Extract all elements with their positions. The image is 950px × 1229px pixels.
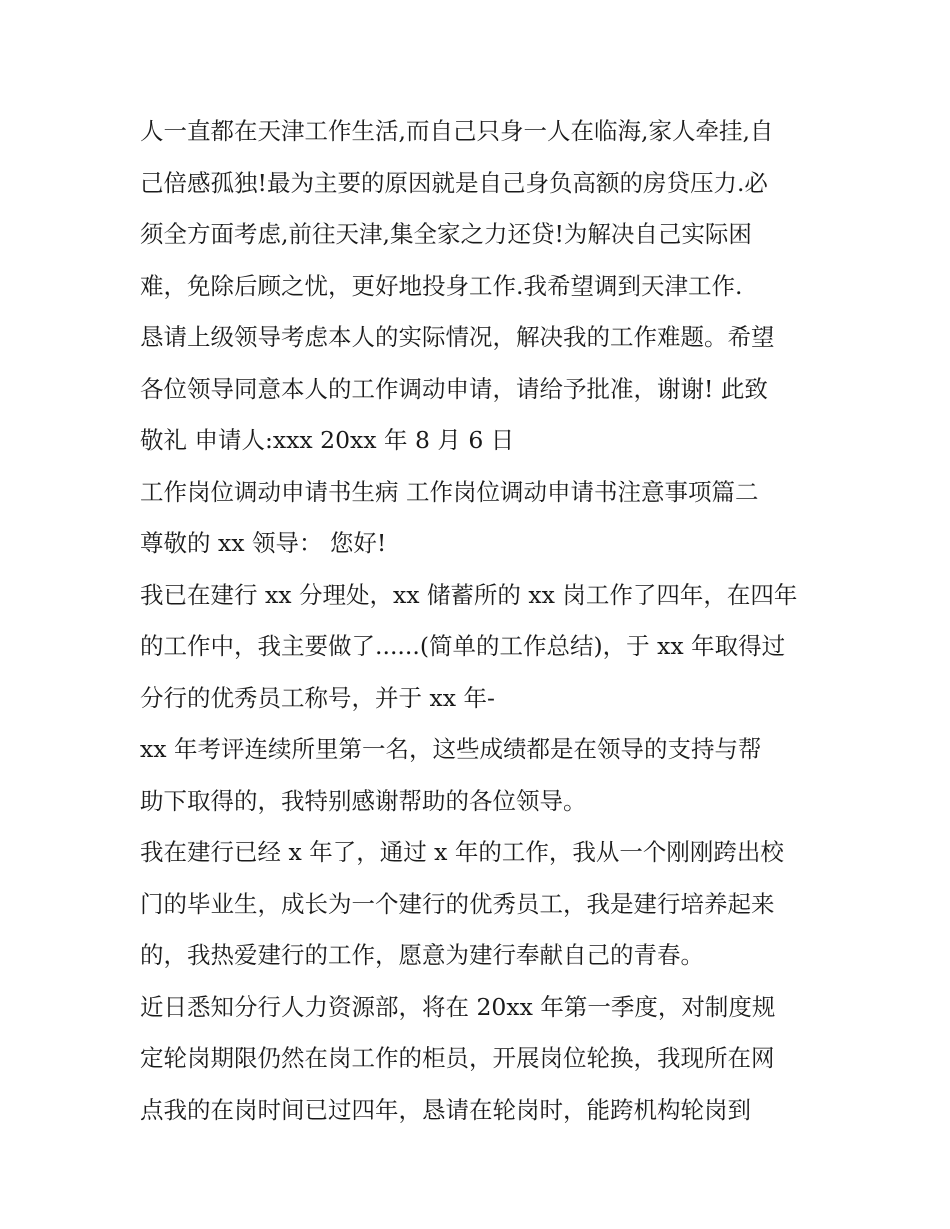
text-line: 人一直都在天津工作生活,而自己只身一人在临海,家人牵挂,自 (140, 117, 774, 145)
text-line: 点我的在岗时间已过四年，恳请在轮岗时，能跨机构轮岗到 (140, 1095, 751, 1124)
text-line: xx 年考评连续所里第一名，这些成绩都是在领导的支持与帮 (140, 735, 762, 763)
text-line: 己倍感孤独!最为主要的原因就是自己身负高额的房贷压力.必 (140, 168, 768, 197)
text-line: 我已在建行 xx 分理处，xx 储蓄所的 xx 岗工作了四年，在四年 (140, 580, 798, 609)
text-line: 我在建行已经 x 年了，通过 x 年的工作，我从一个刚刚跨出校 (140, 838, 784, 866)
text-line: 各位领导同意本人的工作调动申请，请给予批准，谢谢! 此致 (140, 374, 768, 403)
document-body (140, 106, 830, 1136)
text-line: 难，免除后顾之忧，更好地投身工作.我希望调到天津工作. (140, 271, 743, 300)
signature-line: 敬礼 申请人:xxx 20xx 年 8 月 6 日 (140, 426, 515, 454)
text-line: 定轮岗期限仍然在岗工作的柜员，开展岗位轮换，我现所在网 (140, 1044, 775, 1072)
text-line: 的工作中，我主要做了......(简单的工作总结)，于 xx 年取得过 (140, 632, 786, 660)
salutation: 尊敬的 xx 领导： 您好! (140, 529, 387, 557)
text-line: 近日悉知分行人力资源部，将在 20xx 年第一季度，对制度规 (140, 992, 776, 1021)
text-line: 须全方面考虑,前往天津,集全家之力还贷!为解决自己实际困 (140, 220, 752, 248)
text-line: 的，我热爱建行的工作，愿意为建行奉献自己的青春。 (140, 941, 704, 969)
text-line: 门的毕业生，成长为一个建行的优秀员工，我是建行培养起来 (140, 889, 775, 918)
text-line: 助下取得的，我特别感谢帮助的各位领导。 (140, 786, 587, 815)
section-heading: 工作岗位调动申请书生病 工作岗位调动申请书注意事项篇二 (140, 477, 759, 506)
text-line: 恳请上级领导考虑本人的实际情况，解决我的工作难题。希望 (140, 323, 775, 351)
text-line: 分行的优秀员工称号，并于 xx 年- (140, 683, 495, 712)
